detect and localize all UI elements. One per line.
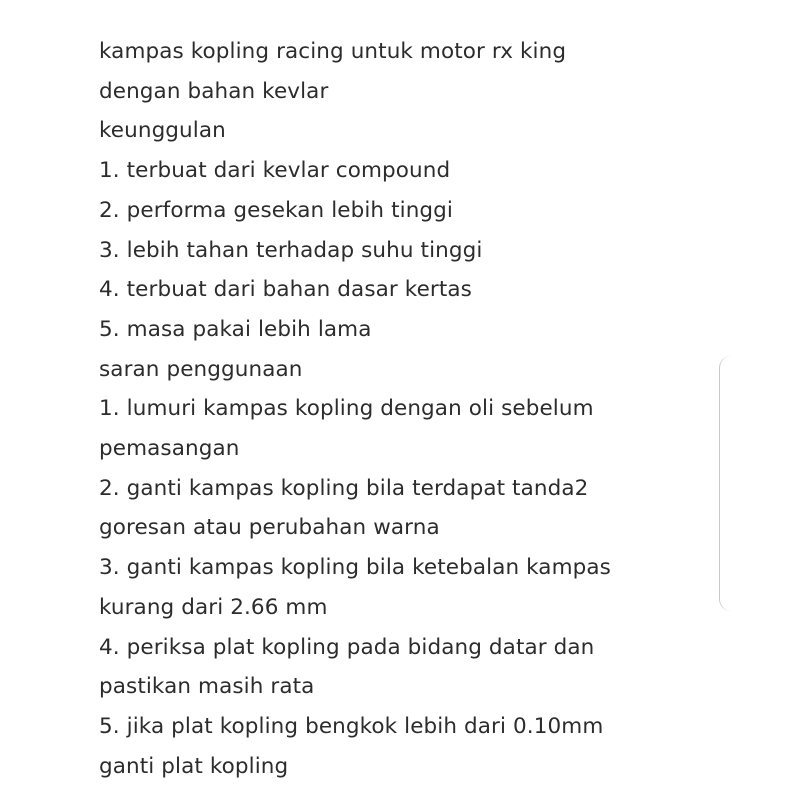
section-heading-advantages: keunggulan (99, 118, 226, 144)
description-line: kampas kopling racing untuk motor rx king (99, 39, 567, 64)
description-line: dengan bahan kevlar (99, 78, 329, 104)
advantage-item: 4. terbuat dari bahan dasar kertas (99, 277, 472, 303)
advantage-item: 1. terbuat dari kevlar compound (99, 158, 451, 184)
advantage-item: 5. masa pakai lebih lama (99, 316, 372, 342)
usage-item: 3. ganti kampas kopling bila ketebalan kampas (99, 555, 611, 581)
usage-item: 4. periksa plat kopling pada bidang datar dan (99, 634, 595, 660)
scroll-edge-indicator[interactable] (719, 356, 731, 611)
usage-item-continued: ganti plat kopling (99, 753, 289, 779)
usage-item: 1. lumuri kampas kopling dengan oli sebelum (99, 396, 594, 422)
advantage-item: 2. performa gesekan lebih tinggi (99, 197, 453, 223)
usage-item: 5. jika plat kopling bengkok lebih dari 0.10mm (99, 713, 604, 739)
usage-item-continued: pastikan masih rata (99, 674, 315, 700)
usage-item-continued: pemasangan (99, 436, 240, 462)
usage-item: 2. ganti kampas kopling bila terdapat tanda2 (99, 475, 589, 501)
product-description (99, 32, 699, 786)
section-heading-usage: saran penggunaan (99, 356, 303, 382)
advantage-item: 3. lebih tahan terhadap suhu tinggi (99, 237, 483, 263)
usage-item-continued: kurang dari 2.66 mm (99, 594, 328, 620)
usage-item-continued: goresan atau perubahan warna (99, 515, 440, 541)
